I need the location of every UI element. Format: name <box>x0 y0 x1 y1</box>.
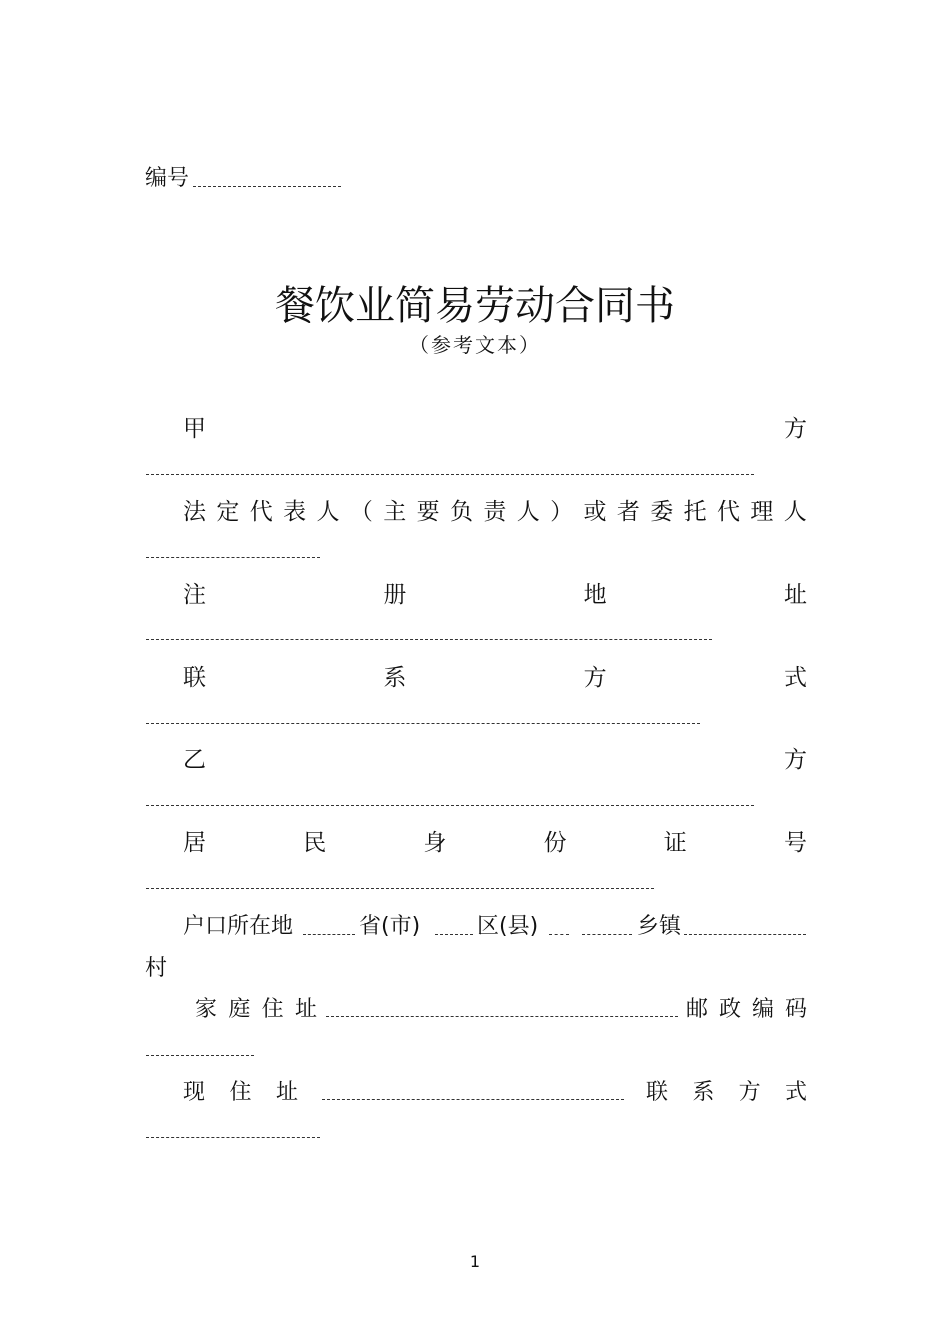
char: 证 <box>663 830 687 856</box>
postal-code-label <box>686 996 807 1024</box>
char: 系 <box>383 665 407 691</box>
char: （ <box>349 499 373 525</box>
legal-representative-label <box>183 498 807 526</box>
char: 址 <box>294 997 317 1022</box>
document-subtitle: （参考文本） <box>409 333 541 357</box>
char: 址 <box>783 582 807 608</box>
char: 联 <box>646 1080 669 1105</box>
serial-label-text: 编号 <box>145 166 190 191</box>
char: 庭 <box>228 997 251 1022</box>
current-address-blank[interactable] <box>322 1099 624 1100</box>
char: 甲 <box>183 416 206 442</box>
id-number-label <box>183 829 807 857</box>
hukou-district-blank-2[interactable] <box>549 934 569 935</box>
party-b-blank[interactable] <box>146 805 754 806</box>
village-label: 村 <box>145 956 168 981</box>
char: 家 <box>195 997 218 1022</box>
char: 身 <box>423 830 447 856</box>
serial-number-label <box>145 165 189 193</box>
page-number: 1 <box>469 1252 481 1271</box>
char: 式 <box>784 1080 807 1105</box>
char: 住 <box>229 1080 252 1105</box>
char: 注 <box>183 582 206 608</box>
char: 住 <box>261 997 284 1022</box>
town-label: 乡镇 <box>637 914 682 939</box>
char: 法 <box>183 499 206 525</box>
current-address-label <box>183 1079 298 1107</box>
char: 式 <box>783 665 807 691</box>
char: 联 <box>183 665 206 691</box>
char: 人 <box>516 499 540 525</box>
id-number-blank[interactable] <box>146 888 654 889</box>
party-a-blank[interactable] <box>146 474 754 475</box>
char: 政 <box>718 997 741 1022</box>
char: 负 <box>450 499 473 525</box>
char: 人 <box>783 499 807 525</box>
char: 要 <box>416 499 440 525</box>
char: 或 <box>583 499 607 525</box>
char: 居 <box>183 830 206 856</box>
char: 码 <box>784 997 807 1022</box>
document-title: 餐饮业简易劳动合同书 <box>275 283 675 329</box>
char: 定 <box>216 499 240 525</box>
province-label: 省(市) <box>359 914 421 939</box>
char: 方 <box>738 1080 761 1105</box>
hukou-district-blank[interactable] <box>435 934 473 935</box>
char: 乙 <box>183 747 206 773</box>
party-a-contact-label <box>183 664 807 692</box>
legal-representative-blank[interactable] <box>146 557 320 558</box>
char: 编 <box>751 997 774 1022</box>
postal-code-blank[interactable] <box>146 1055 254 1056</box>
char: 代 <box>717 499 740 525</box>
home-address-blank[interactable] <box>326 1016 678 1017</box>
char: 址 <box>275 1080 298 1105</box>
current-contact-blank[interactable] <box>146 1137 320 1138</box>
party-a-label <box>183 415 807 443</box>
party-b-label <box>183 746 807 774</box>
char: 方 <box>784 747 807 773</box>
char: 系 <box>692 1080 715 1105</box>
char: 方 <box>583 665 607 691</box>
char: 代 <box>249 499 273 525</box>
char: 责 <box>483 499 507 525</box>
char: 表 <box>283 499 307 525</box>
char: 人 <box>316 499 340 525</box>
char: 现 <box>183 1080 206 1105</box>
char: 册 <box>383 582 407 608</box>
current-contact-label <box>646 1079 807 1107</box>
char: 方 <box>784 416 807 442</box>
char: 者 <box>616 499 640 525</box>
char: 地 <box>583 582 607 608</box>
char: 委 <box>650 499 674 525</box>
char: 托 <box>683 499 707 525</box>
hukou-town-blank[interactable] <box>582 934 632 935</box>
registered-address-blank[interactable] <box>146 639 712 640</box>
home-address-label <box>195 996 317 1024</box>
hukou-province-blank[interactable] <box>303 934 355 935</box>
serial-number-blank[interactable] <box>193 186 341 187</box>
hukou-village-blank[interactable] <box>684 934 806 935</box>
hukou-label: 户口所在地 <box>183 914 294 939</box>
char: 主 <box>383 499 407 525</box>
char: 份 <box>543 830 567 856</box>
char: 民 <box>303 830 327 856</box>
char: 号 <box>783 830 807 856</box>
registered-address-label <box>183 581 807 609</box>
char: 邮 <box>686 997 709 1022</box>
party-a-contact-blank[interactable] <box>146 723 700 724</box>
district-label: 区(县) <box>477 914 539 939</box>
char: ） <box>550 499 574 525</box>
char: 理 <box>750 499 774 525</box>
